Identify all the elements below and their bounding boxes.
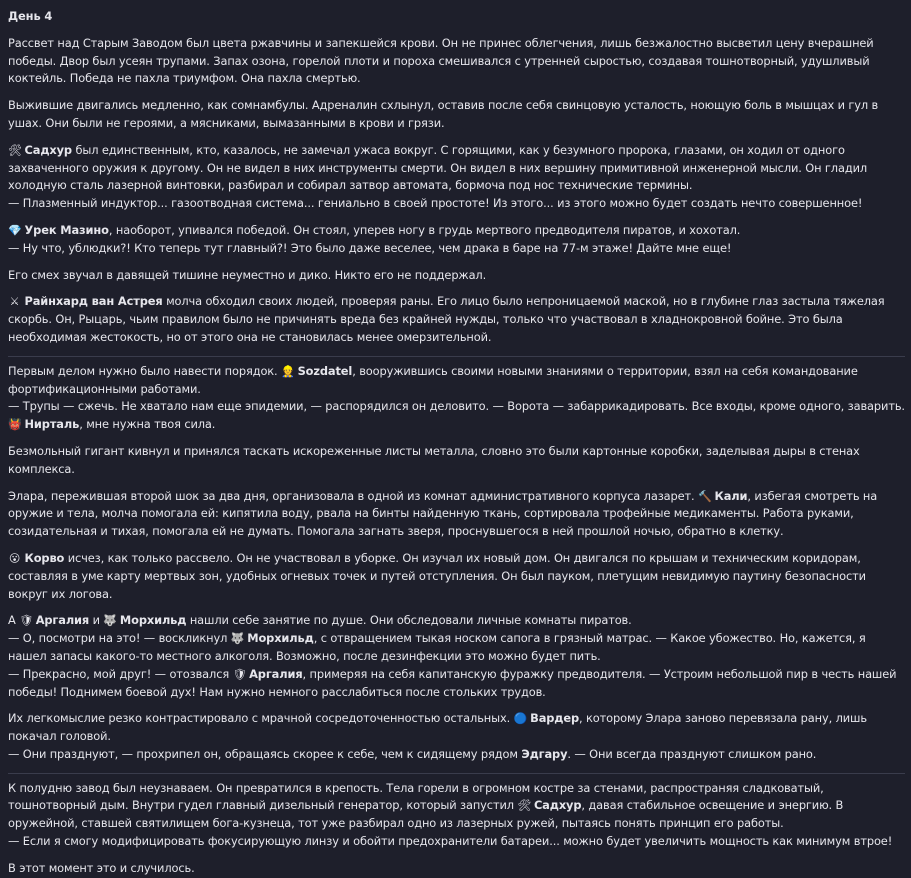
paragraph-noon: К полудню завод был неузнаваем. Он превратился в крепость. Тела горели в огромном костре за стенами, распространяя сладковатый, тошнотворный дым. Внутри гудел главный дизельный генератор, который запустил 🛠 Садхур, давая стабильное освещение и энергию. В оружейной, ставшей святилищем бога-кузнеца, тот уже разбирал одно из лазерных ружей, пытаясь понять принцип его работы. — Если я смогу модифицировать фокусирующую линзу и обойти предохранители батареи... можно будет увеличить мощность как минимум втрое! [8, 780, 893, 849]
character-name-sadhur: Садхур [533, 798, 582, 813]
character-name-argalia: Аргалия [249, 666, 303, 681]
crossed-swords-icon: ⚔ [9, 295, 20, 309]
paragraph-survivors: Выжившие двигались медленно, как сомнамбулы. Адреналин схлынул, оставив после себя свинцовую усталость, ноющую боль в мышцах и гул в ушах. Они были не героями, а мясниками, вымазанными в крови и грязи. [8, 98, 879, 130]
paragraph-elara: Элара, пережившая второй шок за два дня, организовала в одной из комнат административного корпуса лазарет. 🔨 Кали, избегая смотреть на оружие и тела, молча помогала ей: кипятила воду, рвала на бинты найденную ткань, сортировала трофейные медикаменты. Работа руками, созидательная и тихая, помогала ей не думать. Помогала загнать зверя, проснувшегося в ней прошлой ночью, обратно в клетку. [8, 488, 878, 539]
character-name-edgar: Эдгару [521, 746, 568, 761]
paragraph-laughter: Его смех звучал в давящей тишине неуместно и дико. Никто его не поддержал. [8, 267, 487, 282]
paragraph-sadhur: 🛠 Садхур был единственным, кто, казалось, не замечал ужаса вокруг. С горящими, как у безумного пророка, глазами, он ходил от одного захваченного оружия к другому. Он не видел в них инструменты смерти. Он видел в них вершину примитивной инженерной мысли. Он гладил холодную сталь лазерной винтовки, разбирал и собирал затвор автомата, бормоча под нос технические термины. — Плазменный индуктор... газоотводная система... гениально в своей простоте! Из этого... из этого можно будет создать нечто совершенное! [8, 142, 868, 211]
character-name-kali: Кали [714, 488, 748, 503]
character-name-nirtal: Нирталь [24, 417, 80, 432]
paragraph-varder: Их легкомыслие резко контрастировало с мрачной сосредоточенностью остальных. 🔵 Вардер, которому Элара заново перевязала рану, лишь покачал головой. — Они празднуют, — прохрипел он, обращаясь скорее к себе, чем к сидящему рядом Эдгару. — Они всегда празднуют слишком рано. [8, 711, 867, 761]
section-divider [8, 356, 905, 357]
paragraph-reinhard: ⚔ Райнхард ван Астрея молча обходил своих людей, проверяя раны. Его лицо было непроницаемой маской, но в глубине глаз застыла тяжелая скорбь. Он, Рыцарь, чьим правилом было не причинять вреда без крайней нужды, только что участвовал в хладнокровной бойне. Это была необходимая жестокость, но от этого она не становилась менее омерзительной. [8, 294, 885, 344]
wolf-icon: 🐺 [103, 614, 117, 628]
tools-icon: 🛠 [8, 143, 22, 157]
tools-icon: 🛠 [517, 799, 532, 813]
hammer-icon: 🔨 [698, 489, 712, 503]
character-name-urek: Урек Мазино [24, 222, 109, 237]
character-name-sozdatel: Sozdatel [297, 363, 353, 378]
paragraph-moment: В этот момент это и случилось. [8, 860, 195, 875]
devil-icon: 👹 [8, 418, 22, 432]
character-name-korvo: Корво [24, 550, 65, 565]
paragraph-dawn: Рассвет над Старым Заводом был цвета ржавчины и запекшейся крови. Он не принес облегчения, лишь безжалостно высветил цену вчерашней победы. Двор был усеян трупами. Запах озона, горелой плоти и пороха смешивался с утренней сыростью, создавая тошнотворный, удушливый коктейль. Победа не пахла триумфом. Она пахла смертью. [8, 35, 874, 86]
character-name-sadhur: Садхур [24, 142, 72, 157]
character-name-argalia: Аргалия [35, 613, 90, 628]
paragraph-sozdatel: Первым делом нужно было навести порядок. 👷 Sozdatel, вооружившись своими новыми знаниями о территории, взял на себя командование фортификационными работами. — Трупы — сжечь. Не хватало нам еще эпидемии, — распорядился он деловито. — Ворота — забаррикадировать. Все входы, кроме одного, заварить. 👹 Нирталь, мне нужна твоя сила. [8, 363, 905, 434]
character-name-reinhard: Райнхард ван Астрея [24, 294, 163, 309]
section-divider [8, 773, 905, 774]
paragraph-urek: 💎 Урек Мазино, наоборот, упивался победой. Он стоял, уперев ногу в грудь мертвого предводителя пиратов, и хохотал. — Ну что, ублюдки?! Кто теперь тут главный?! Это было даже веселее, чем драка в баре на 77-м этаже! Дайте мне еще! [8, 222, 741, 255]
shield-icon: 🛡 [232, 667, 247, 681]
character-name-morhild: Морхильд [119, 613, 187, 628]
wolf-icon: 🐺 [230, 632, 245, 646]
surprised-face-icon: 😮 [8, 551, 21, 565]
gem-icon: 💎 [8, 223, 22, 237]
shield-icon: 🛡 [19, 614, 34, 628]
paragraph-giant: Безмольный гигант кивнул и принялся таскать искореженные листы металла, словно это были картонные коробки, заделывая дыры в стенах комплекса. [8, 443, 860, 476]
character-name-varder: Вардер [530, 711, 580, 726]
builder-icon: 👷 [281, 364, 295, 378]
blue-badge-icon: 🔵 [513, 712, 528, 726]
character-name-morhild: Морхильд [247, 631, 314, 646]
chapter-title: День 4 [8, 9, 53, 23]
paragraph-korvo: 😮 Корво исчез, как только рассвело. Он не участвовал в уборке. Он изучал их новый дом. Он двигался по крышам и техническим коридорам, составляя в уме карту мертвых зон, удобных огневых точек и путей отступления. Он был пауком, плетущим невидимую паутину безопасности вокруг их логова. [8, 550, 866, 601]
paragraph-argalia-morhild: А 🛡 Аргалия и 🐺 Морхильд нашли себе занятие по душе. Они обследовали личные комнаты пиратов. — О, посмотри на это! — воскликнул 🐺 Морхильд, с отвращением тыкая носком сапога в грязный матрас. — Какое убожество. Но, кажется, я нашел запасы какого-то местного алкоголя. Возможно, после дезинфекции это можно будет пить. — Прекрасно, мой друг! — отозвался 🛡 Аргалия, примеряя на себя капитанскую фуражку предводителя. — Устроим небольшой пир в честь нашей победы! Поднимем боевой дух! Нам нужно немного расслабиться после стольких трудов. [8, 613, 897, 699]
